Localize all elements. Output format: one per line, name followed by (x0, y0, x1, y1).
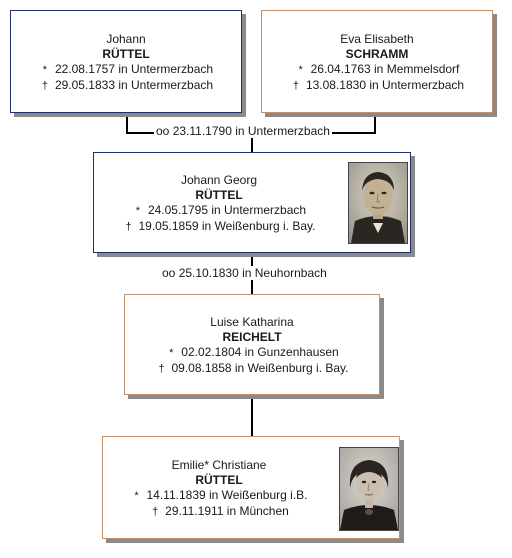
birth-info: 14.11.1839 in Weißenburg i.B. (146, 488, 308, 502)
birth-info: 22.08.1757 in Untermerzbach (54, 62, 214, 76)
birth-star-icon: * (135, 205, 141, 217)
surname: RÜTTEL (195, 188, 243, 202)
death-line (103, 504, 335, 520)
death-cross-icon: † (125, 221, 132, 233)
portrait-woman-icon (340, 448, 398, 530)
birth-line (11, 62, 241, 78)
birth-info: 26.04.1763 in Memmelsdorf (310, 62, 460, 76)
person-card-johann-georg-ruettel[interactable] (93, 152, 411, 253)
marriage-rings-icon: oo (162, 266, 176, 280)
death-info: 29.11.1911 in München (165, 504, 289, 518)
birth-info: 24.05.1795 in Untermerzbach (147, 203, 307, 217)
birth-star-icon: * (42, 64, 48, 76)
person-text (103, 458, 335, 520)
person-card-eva-elisabeth-schramm[interactable] (261, 10, 493, 113)
person-text (262, 32, 492, 94)
portrait-photo (348, 162, 408, 244)
marriage-date-2: 25.10.1830 in Neuhornbach (178, 266, 327, 280)
death-cross-icon: † (152, 506, 159, 518)
death-info: 19.05.1859 in Weißenburg i. Bay. (138, 219, 316, 233)
marriage-date-1: 23.11.1790 in Untermerzbach (172, 124, 330, 138)
death-info: 29.05.1833 in Untermerzbach (54, 78, 214, 92)
portrait-photo (339, 447, 399, 531)
connector-left-parent (126, 113, 128, 133)
given-name: Emilie* Christiane (171, 458, 267, 472)
birth-star-icon: * (169, 347, 174, 359)
marriage-label-1 (154, 124, 332, 138)
given-name: Eva Elisabeth (340, 32, 414, 46)
person-card-johann-ruettel[interactable] (10, 10, 242, 113)
surname: RÜTTEL (102, 47, 150, 61)
death-info: 09.08.1858 in Weißenburg i. Bay. (171, 361, 349, 375)
connector-right-parent (374, 113, 376, 133)
person-text (94, 173, 344, 235)
birth-line (94, 203, 344, 219)
connector-to-child-2 (251, 395, 253, 436)
death-cross-icon: † (292, 80, 299, 92)
death-line (125, 361, 379, 377)
death-cross-icon: † (158, 363, 165, 375)
death-info: 13.08.1830 in Untermerzbach (305, 78, 465, 92)
given-name: Luise Katharina (210, 315, 294, 329)
surname: SCHRAMM (345, 47, 409, 61)
given-name: Johann Georg (180, 173, 258, 187)
person-text (125, 315, 379, 377)
person-card-emilie-christiane-ruettel[interactable] (102, 436, 400, 539)
birth-star-icon: * (134, 490, 139, 502)
death-line (262, 78, 492, 94)
death-cross-icon: † (41, 80, 48, 92)
death-line (94, 219, 344, 235)
given-name: Johann (106, 32, 146, 46)
birth-line (125, 345, 379, 361)
surname: RÜTTEL (195, 473, 243, 487)
person-card-luise-katharina-reichelt[interactable] (124, 294, 380, 395)
birth-star-icon: * (298, 64, 303, 76)
surname: REICHELT (222, 330, 282, 344)
portrait-man-icon (349, 163, 407, 243)
marriage-label-2 (160, 266, 329, 280)
birth-line (262, 62, 492, 78)
birth-line (103, 488, 335, 504)
person-text (11, 32, 241, 94)
death-line (11, 78, 241, 94)
birth-info: 02.02.1804 in Gunzenhausen (181, 345, 339, 359)
marriage-rings-icon: oo (156, 124, 170, 138)
